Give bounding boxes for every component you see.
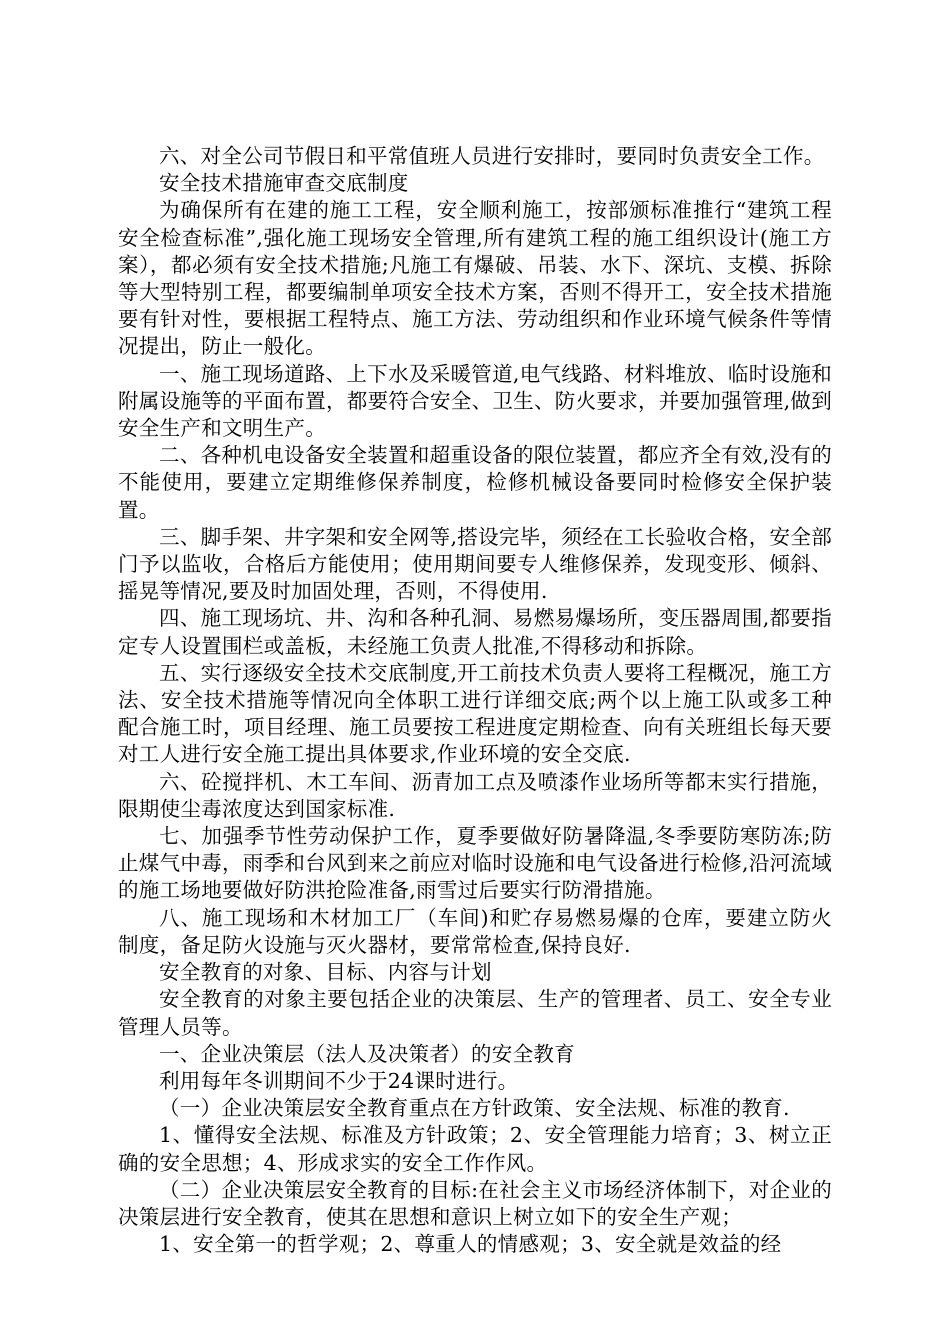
paragraph-9: 六、砼搅拌机、木工车间、沥青加工点及喷漆作业场所等都末实行措施，限期使尘毒浓度达到国家标准.	[118, 769, 832, 821]
paragraph-5: 二、各种机电设备安全装置和超重设备的限位装置，都应齐全有效,没有的不能使用，要建立定期维修保养制度，检修机械设备要同时检修安全保护装置。	[118, 443, 832, 522]
document-page	[118, 143, 832, 1258]
paragraph-16: （一）企业决策层安全教育重点在方针政策、安全法规、标准的教育.	[159, 1096, 790, 1121]
paragraph-18: （二）企业决策层安全教育的目标:在社会主义市场经济体制下，对企业的决策层进行安全教育，使其在思想和意识上树立如下的安全生产观；	[118, 1177, 832, 1229]
paragraph-8: 五、实行逐级安全技术交底制度,开工前技术负责人要将工程概况，施工方法、安全技术措施等情况向全体职工进行详细交底;两个以上施工队或多工种配合施工时，项目经理、施工员要按工程进度定期检查、向有关班组长每天要对工人进行安全施工提出具体要求,作业环境的安全交底.	[118, 660, 832, 767]
section-heading-safety-tech-measures: 安全技术措施审查交底制度	[159, 171, 409, 196]
paragraph-15: 利用每年冬训期间不少于24课时进行。	[159, 1068, 519, 1093]
paragraph-19: 1、安全第一的哲学观；2、尊重人的情感观；3、安全就是效益的经	[159, 1232, 782, 1257]
section-heading-safety-education: 安全教育的对象、目标、内容与计划	[159, 960, 492, 985]
paragraph-10: 七、加强季节性劳动保护工作，夏季要做好防暑降温,冬季要防寒防冻;防止煤气中毒，雨季和台风到来之前应对临时设施和电气设备进行检修,沿河流域的施工场地要做好防洪抢险准备,雨雪过后要实行防滑措施。	[118, 824, 833, 903]
paragraph-4: 一、施工现场道路、上下水及采暖管道,电气线路、材料堆放、临时设施和附属设施等的平面布置，都要符合安全、卫生、防火要求，并要加强管理,做到安全生产和文明生产。	[118, 361, 833, 441]
paragraph-3: 为确保所有在建的施工工程，安全顺利施工，按部颁标准推行“建筑工程安全检查标准”,强化施工现场安全管理,所有建筑工程的施工组织设计(施工方案），都必须有安全技术措施;凡施工有爆破、吊装、水下、深坑、支模、拆除等大型特别工程，都要编制单项安全技术方案，否则不得开工，安全技术措施要有针对性，要根据工程特点、施工方法、劳动组织和作业环境气候条件等情况提出，防止一般化。	[118, 198, 832, 359]
paragraph-11: 八、施工现场和木材加工厂（车间)和贮存易燃易爆的仓库，要建立防火制度，备足防火设施与灭火器材，要常常检查,保持良好.	[118, 905, 832, 957]
paragraph-17: 1、懂得安全法规、标准及方针政策；2、安全管理能力培育；3、树立正确的安全思想；4、形成求实的安全工作作风。	[118, 1123, 832, 1175]
paragraph-6: 三、脚手架、井字架和安全网等,搭设完毕，须经在工长验收合格，安全部门予以监收，合格后方能使用；使用期间要专人维修保养，发现变形、倾斜、摇晃等情况,要及时加固处理，否则，不得使用.	[118, 524, 832, 604]
paragraph-13: 安全教育的对象主要包括企业的决策层、生产的管理者、员工、安全专业管理人员等。	[118, 987, 832, 1039]
subheading-decision-layer: 一、企业决策层（法人及决策者）的安全教育	[159, 1041, 575, 1066]
paragraph-7: 四、施工现场坑、井、沟和各种孔洞、易燃易爆场所，变压器周围,都要指定专人设置围栏或盖板，未经施工负责人批准,不得移动和拆除。	[118, 606, 832, 658]
paragraph-1: 六、对全公司节假日和平常值班人员进行安排时，要同时负责安全工作。	[159, 144, 825, 168]
